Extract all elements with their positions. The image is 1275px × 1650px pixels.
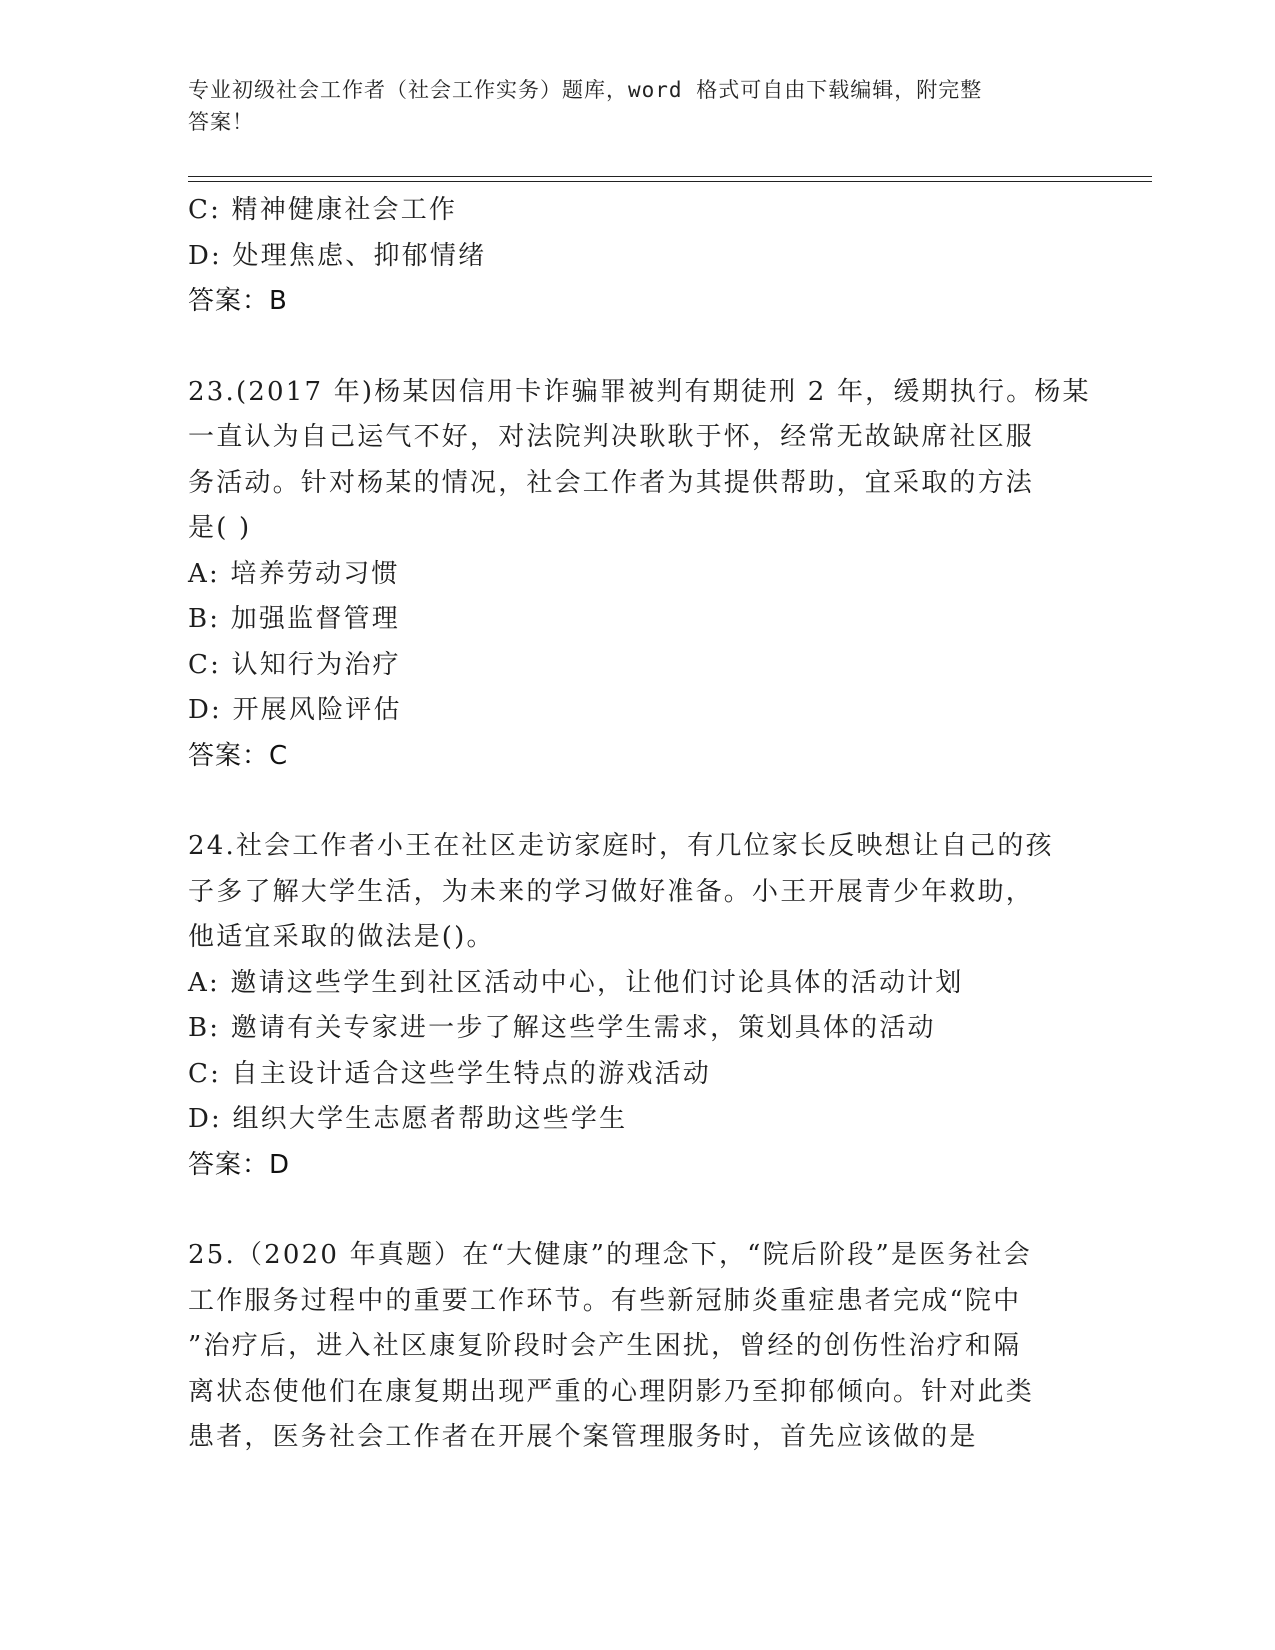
option-b: B: 加强监督管理 — [188, 604, 400, 634]
question-stem-line: 24.社会工作者小王在社区走访家庭时，有几位家长反映想让自己的孩 — [188, 831, 1054, 861]
option-d: D: 开展风险评估 — [188, 695, 402, 725]
answer-line: 答案：B — [188, 286, 288, 316]
question-23 — [188, 370, 1091, 780]
question-stem-line: 他适宜采取的做法是()。 — [188, 922, 495, 952]
option-c: C: 精神健康社会工作 — [188, 195, 458, 225]
option-d: D: 组织大学生志愿者帮助这些学生 — [188, 1104, 628, 1134]
header-divider-top — [188, 176, 1152, 177]
question-stem-line: 务活动。针对杨某的情况，社会工作者为其提供帮助，宜采取的方法 — [188, 467, 1035, 498]
header-line-2: 答案！ — [188, 110, 254, 134]
header-divider-bottom — [188, 181, 1152, 182]
option-d: D: 处理焦虑、抑郁情绪 — [188, 240, 487, 271]
question-stem-line: 23.(2017 年)杨某因信用卡诈骗罪被判有期徒刑 2 年，缓期执行。杨某 — [188, 376, 1091, 407]
header-line-1: 专业初级社会工作者（社会工作实务）题库，word 格式可自由下载编辑，附完整 — [188, 78, 983, 102]
question-stem-line: 患者，医务社会工作者在开展个案管理服务时，首先应该做的是 — [188, 1422, 978, 1452]
question-22-tail — [188, 188, 1088, 325]
option-c: C: 自主设计适合这些学生特点的游戏活动 — [188, 1058, 711, 1089]
question-stem-line: 是( ) — [188, 513, 252, 543]
question-25 — [188, 1233, 1088, 1461]
option-c: C: 认知行为治疗 — [188, 649, 401, 680]
question-24 — [188, 824, 1088, 1188]
question-stem-line: 25.（2020 年真题）在“大健康”的理念下，“院后阶段”是医务社会 — [188, 1240, 1032, 1270]
answer-line: 答案：D — [188, 1149, 291, 1180]
spacer — [188, 1188, 1088, 1233]
option-b: B: 邀请有关专家进一步了解这些学生需求，策划具体的活动 — [188, 1013, 936, 1043]
question-stem-line: ”治疗后，进入社区康复阶段时会产生困扰，曾经的创伤性治疗和隔 — [188, 1331, 1022, 1361]
question-stem-line: 离状态使他们在康复期出现严重的心理阴影乃至抑郁倾向。针对此类 — [188, 1376, 1035, 1407]
question-stem-line: 一直认为自己运气不好，对法院判决耿耿于怀，经常无故缺席社区服 — [188, 422, 1035, 452]
option-a: A: 邀请这些学生到社区活动中心，让他们讨论具体的活动计划 — [188, 967, 964, 998]
question-stem-line: 工作服务过程中的重要工作环节。有些新冠肺炎重症患者完成“院中 — [188, 1285, 1022, 1316]
spacer — [188, 779, 1088, 824]
document-header — [188, 74, 1068, 138]
question-stem-line: 子多了解大学生活，为未来的学习做好准备。小王开展青少年救助， — [188, 876, 1035, 907]
option-a: A: 培养劳动习惯 — [188, 558, 400, 589]
spacer — [188, 325, 1088, 370]
document-body — [188, 188, 1091, 1461]
answer-line: 答案：C — [188, 740, 289, 771]
